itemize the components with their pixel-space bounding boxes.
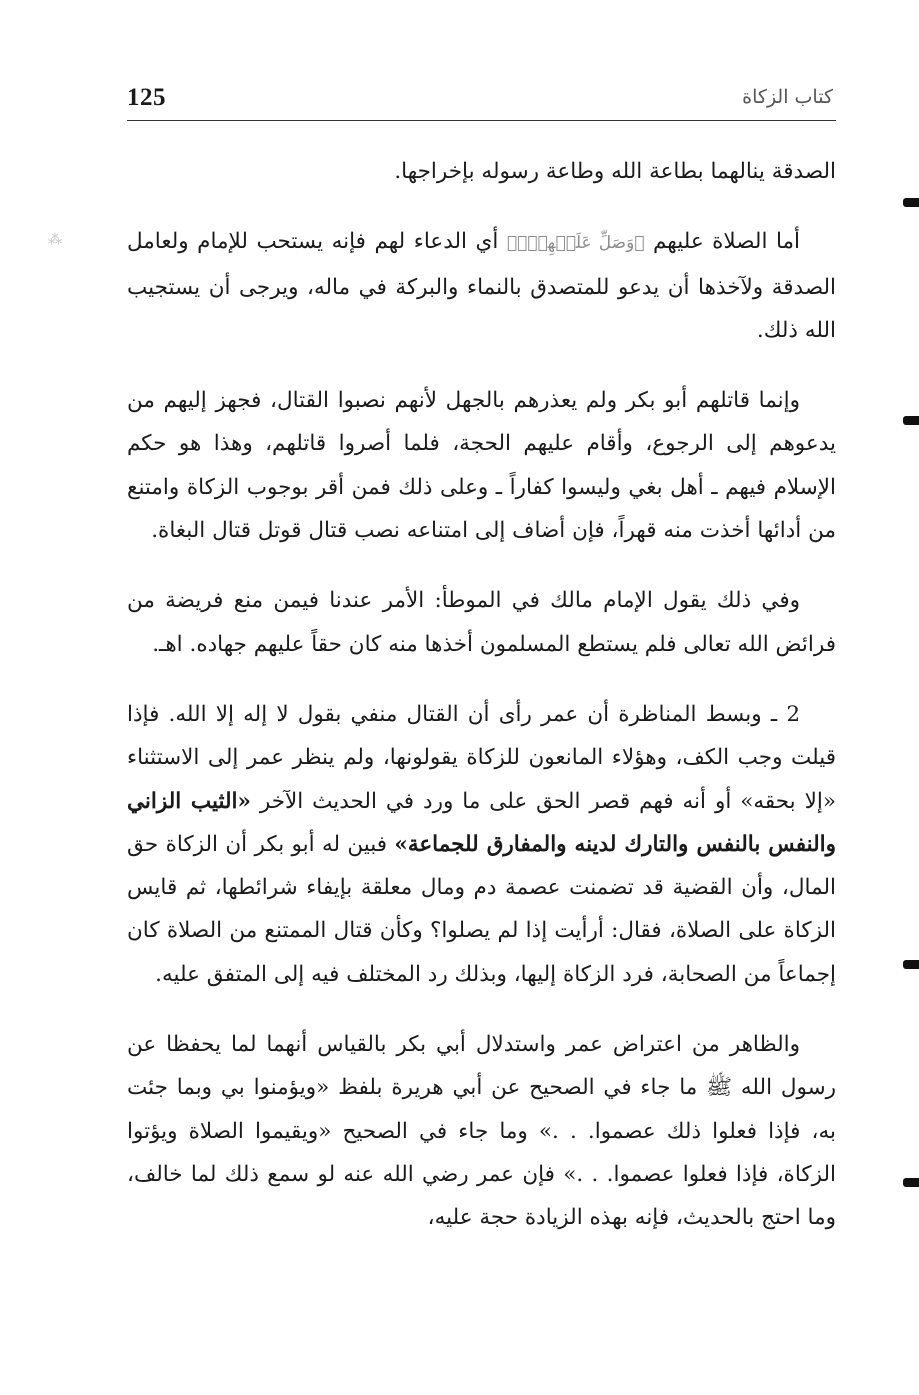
paragraph-text: وإنما قاتلهم أبو بكر ولم يعذرهم بالجهل لأنهم نصبوا القتال، فجهز إليهم من يدعوهم إلى الرجوع، وأقام عليهم الحجة، فلما أصروا قاتلهم، وهذا هو حكم الإسلام فيهم ـ أهل بغي وليسوا كفاراً ـ وعلى ذلك فمن أقر بوجوب الزكاة وامتنع من أدائها أخذت منه قهراً، فإن أضاف إلى امتناعه نصب قتال قوتل قتال البغاة.	[127, 388, 836, 544]
quran-verse: ﴿وَصَلِّ عَلَيۡهِمۡۖ﴾	[506, 233, 645, 254]
paragraph	[127, 1023, 836, 1239]
paragraph	[127, 150, 836, 193]
margin-tab-icon	[903, 1178, 919, 1187]
paragraph-text: والظاهر من اعتراض عمر واستدلال أبي بكر بالقياس أنهما لما يحفظا عن رسول الله ﷺ ما جاء في الصحيح عن أبي هريرة بلفظ «ويؤمنوا بي وبما جئت به، فإذا فعلوا ذلك عصموا. . .» وما جاء في الصحيح «ويقيموا الصلاة ويؤتوا الزكاة، فإذا فعلوا عصموا. . .» فإن عمر رضي الله عنه لو سمع ذلك لما خالف، وما احتج بالحديث، فإنه بهذه الزيادة حجة عليه،	[127, 1032, 836, 1231]
paragraph	[127, 579, 836, 666]
paragraph-text: الصدقة ينالهما بطاعة الله وطاعة رسوله بإخراجها.	[394, 159, 836, 184]
margin-tab-icon	[903, 198, 919, 207]
paragraph-text: أما الصلاة عليهم	[644, 229, 800, 255]
hadith-quote: «الثيب الزاني والنفس بالنفس والتارك لدينه والمفارق للجماعة»	[127, 788, 836, 857]
paragraph-text: وفي ذلك يقول الإمام مالك في الموطأ: الأمر عندنا فيمن منع فريضة من فرائض الله تعالى فلم يستطع المسلمون أخذها منه كان حقاً عليهم جهاده. اهـ.	[127, 588, 836, 657]
page-number: 125	[127, 84, 166, 111]
body-text	[127, 150, 836, 1267]
paragraph	[127, 379, 836, 552]
running-title: كتاب الزكاة	[742, 86, 833, 108]
header-divider	[127, 120, 836, 121]
paragraph-text: 2 ـ وبسط المناظرة أن عمر رأى أن القتال منفي بقول لا إله إلا الله. فإذا قيلت وجب الكف، وهؤلاء المانعون للزكاة يقولونها، ولم ينظر عمر إلى الاستثناء «إلا بحقه» أو أنه فهم قصر الحق على ما ورد في الحديث الآخر	[127, 701, 836, 814]
paragraph-text: فبين له أبو بكر أن الزكاة حق المال، وأن القضية قد تضمنت عصمة دم ومال معلقة بإيفاء شرائطها، ثم قايس الزكاة على الصلاة، فقال: أرأيت إذا لم يصلوا؟ وكأن قتال الممتنع من الصلاة كان إجماعاً من الصحابة، فرد الزكاة إليها، وبذلك رد المختلف فيه إلى المتفق عليه.	[127, 831, 836, 987]
margin-dot-icon: ⁂	[48, 232, 62, 248]
paragraph	[127, 220, 836, 352]
margin-tab-icon	[903, 416, 919, 425]
margin-tab-icon	[903, 960, 919, 969]
paragraph-text: أي الدعاء لهم فإنه يستحب للإمام ولعامل الصدقة ولآخذها أن يدعو للمتصدق بالنماء والبركة في ماله، ويرجى أن يستجيب الله ذلك.	[127, 229, 836, 343]
paragraph	[127, 693, 836, 996]
